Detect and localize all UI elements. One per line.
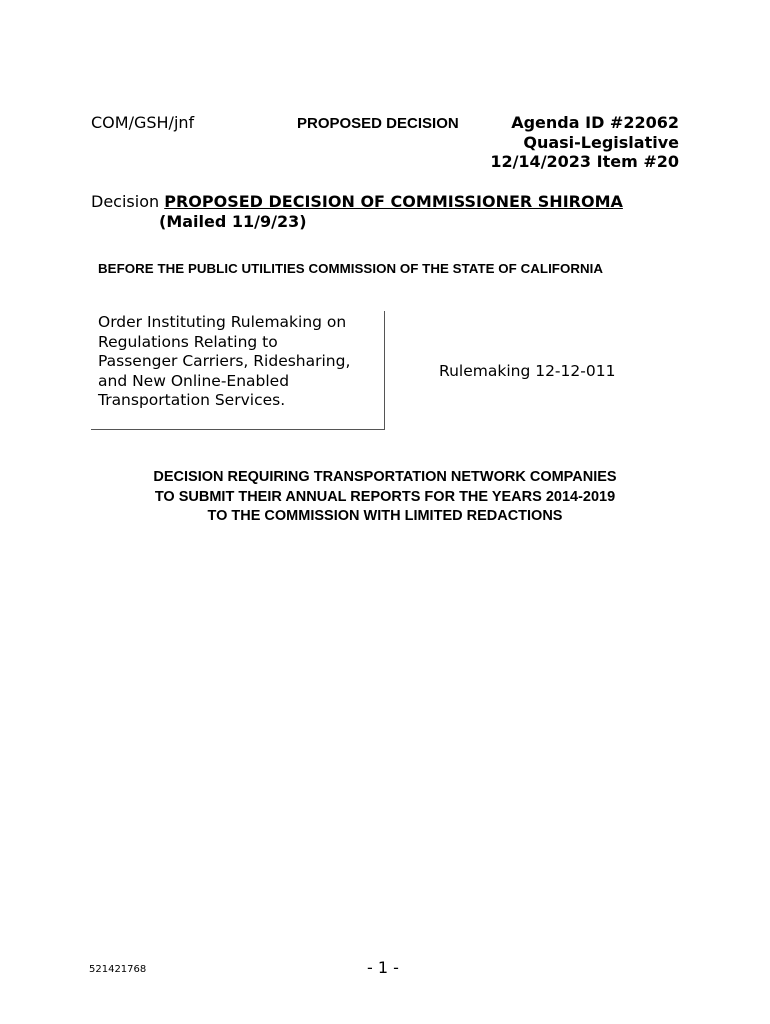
decision-line: [91, 192, 623, 211]
file-code: COM/GSH/jnf: [91, 113, 195, 132]
caption-line: Passenger Carriers, Ridesharing,: [98, 352, 351, 371]
commission-heading: BEFORE THE PUBLIC UTILITIES COMMISSION OF THE STATE OF CALIFORNIA: [98, 261, 604, 276]
caption-text: [98, 313, 383, 411]
decision-title: PROPOSED DECISION OF COMMISSIONER SHIROMA: [164, 192, 623, 211]
decision-heading-line: DECISION REQUIRING TRANSPORTATION NETWORK COMPANIES: [153, 469, 617, 485]
docket-number: Rulemaking 12-12-011: [439, 362, 616, 380]
caption-line: Transportation Services.: [98, 391, 286, 410]
decision-prefix: Decision: [91, 192, 160, 211]
decision-heading-line: TO THE COMMISSION WITH LIMITED REDACTIONS: [207, 508, 563, 524]
caption-line: Regulations Relating to: [98, 332, 278, 351]
meeting-item: 12/14/2023 Item #20: [490, 152, 679, 171]
document-id: 521421768: [89, 964, 147, 975]
mailed-date: (Mailed 11/9/23): [159, 212, 307, 231]
agenda-block: [490, 113, 679, 172]
agenda-id: Agenda ID #22062: [511, 113, 679, 132]
status-label: PROPOSED DECISION: [297, 115, 459, 132]
decision-heading-line: TO SUBMIT THEIR ANNUAL REPORTS FOR THE YEARS 2014-2019: [154, 488, 616, 505]
decision-heading: [91, 468, 679, 527]
proceeding-type: Quasi-Legislative: [523, 132, 679, 152]
caption-line: Order Instituting Rulemaking on: [98, 313, 347, 331]
page-number: - 1 -: [367, 958, 399, 977]
caption-line: and New Online-Enabled: [98, 371, 290, 390]
